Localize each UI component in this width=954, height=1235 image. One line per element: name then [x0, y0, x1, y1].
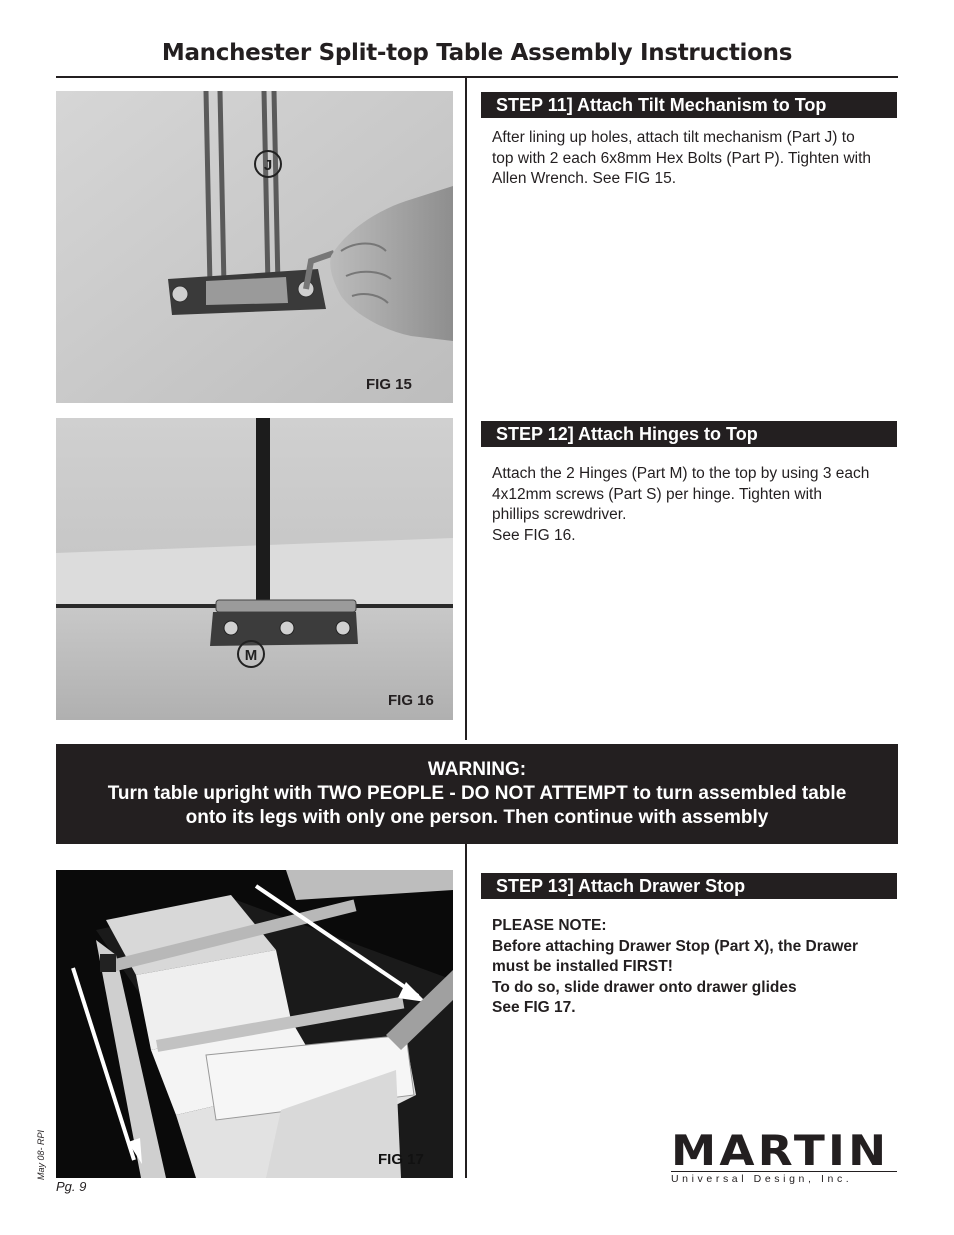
column-divider-upper — [465, 78, 467, 740]
step11-text — [492, 128, 902, 190]
step13-line: Before attaching Drawer Stop (Part X), the Drawer — [492, 937, 859, 955]
page-number: Pg. 9 — [56, 1179, 87, 1194]
step12-line: phillips screwdriver. — [492, 506, 627, 523]
warning-heading: WARNING: — [427, 759, 527, 780]
fig17-label: FIG 17 — [378, 1151, 424, 1168]
page-title: Manchester Split-top Table Assembly Instructions — [161, 40, 793, 66]
step12-title: STEP 12] Attach Hinges to Top — [481, 421, 897, 447]
fig16-photo — [56, 418, 453, 720]
step12-line: Attach the 2 Hinges (Part M) to the top by using 3 each — [492, 465, 870, 482]
fig15-label: FIG 15 — [366, 376, 412, 393]
step12-line: 4x12mm screws (Part S) per hinge. Tighten with — [492, 485, 822, 503]
step13-line: To do so, slide drawer onto drawer glides — [492, 978, 797, 996]
martin-logo — [671, 1126, 897, 1185]
revision-note: May 08- RPI — [36, 1129, 46, 1180]
fig16-label: FIG 16 — [388, 692, 434, 709]
step13-text — [492, 916, 902, 1019]
step13-title: STEP 13] Attach Drawer Stop — [481, 873, 897, 899]
warning-line: Turn table upright with TWO PEOPLE - DO NOT ATTEMPT to turn assembled table — [107, 783, 847, 804]
step13-line: PLEASE NOTE: — [492, 917, 607, 934]
step11-line: After lining up holes, attach tilt mechanism (Part J) to — [492, 129, 855, 146]
logo-tagline: Universal Design, Inc. — [671, 1171, 897, 1185]
column-divider-lower — [465, 844, 467, 1178]
title-rule — [56, 76, 898, 78]
step12-text — [492, 464, 902, 546]
step13-line: See FIG 17. — [492, 999, 576, 1016]
callout-j: J — [254, 150, 282, 178]
step13-line: must be installed FIRST! — [492, 958, 673, 975]
logo-wordmark: MARTIN — [671, 1126, 890, 1175]
step11-line: Allen Wrench. See FIG 15. — [492, 170, 677, 187]
step11-line: top with 2 each 6x8mm Hex Bolts (Part P). Tighten with — [492, 149, 872, 167]
callout-m: M — [237, 640, 265, 668]
fig15-photo — [56, 91, 453, 403]
warning-box — [56, 744, 898, 844]
warning-line: onto its legs with only one person. Then continue with assembly — [185, 807, 769, 828]
fig17-photo — [56, 870, 453, 1178]
step11-title: STEP 11] Attach Tilt Mechanism to Top — [481, 92, 897, 118]
step12-line: See FIG 16. — [492, 526, 576, 544]
